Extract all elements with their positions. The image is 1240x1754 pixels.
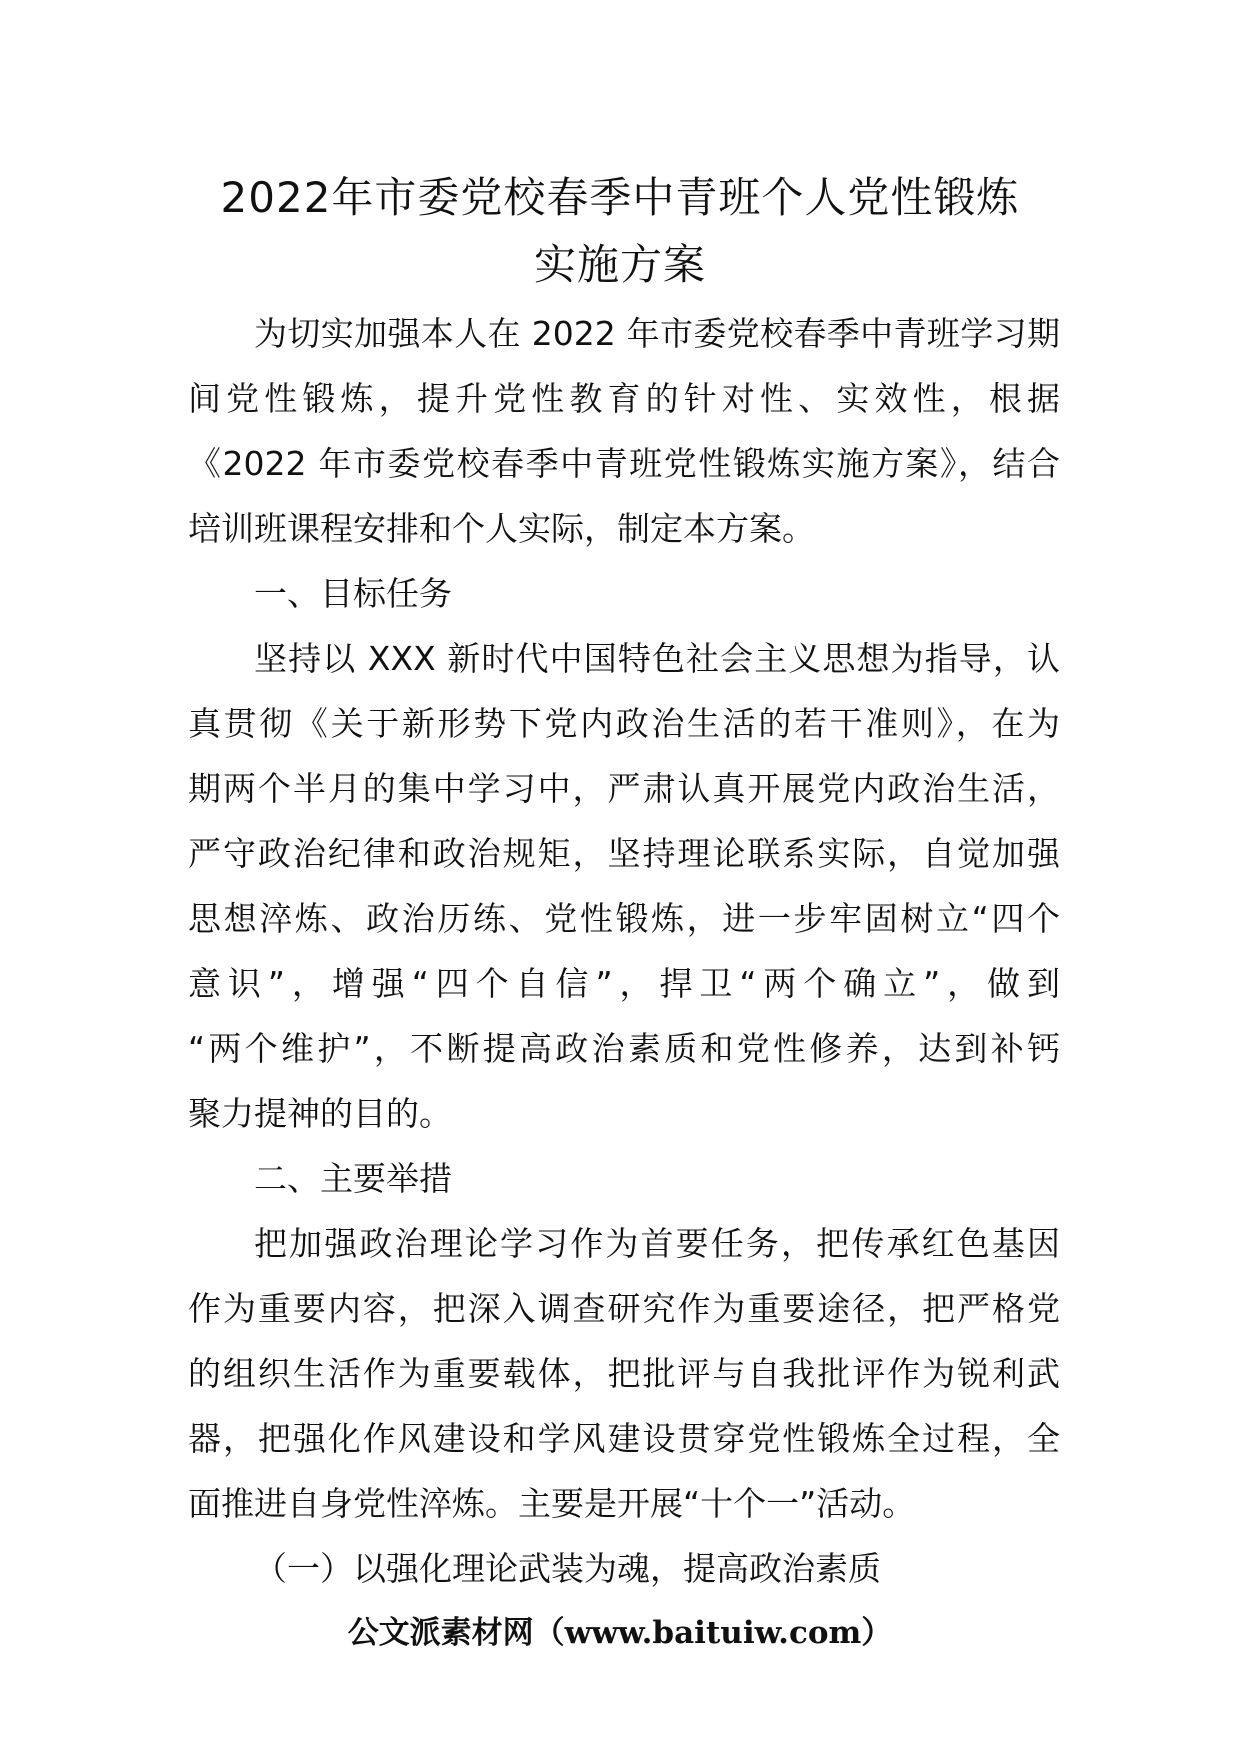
paragraph-goals-line-5: 思想淬炼、政治历练、党性锻炼，进一步牢固树立“四个 <box>188 899 1060 938</box>
document-title-line-1: 2022年市委党校春季中青班个人党性锻炼 <box>220 173 1020 222</box>
paragraph-measures-line-3: 的组织生活作为重要载体，把批评与自我批评作为锐利武 <box>188 1354 1060 1393</box>
section-heading-goals: 一、目标任务 <box>254 574 452 613</box>
paragraph-goals-line-8: 聚力提神的目的。 <box>188 1094 452 1133</box>
paragraph-goals-line-6: 意识”，增强“四个自信”，捍卫“两个确立”，做到 <box>188 964 1060 1003</box>
paragraph-intro-line-1: 为切实加强本人在 2022 年市委党校春季中青班学习期 <box>254 314 1060 353</box>
paragraph-goals-line-7: “两个维护”，不断提高政治素质和党性修养，达到补钙 <box>188 1029 1060 1068</box>
paragraph-measures-line-1: 把加强政治理论学习作为首要任务，把传承红色基因 <box>254 1224 1060 1263</box>
footer-watermark: 公文派素材网（www.baituiw.com） <box>347 1615 893 1651</box>
document-title-line-2: 实施方案 <box>533 240 706 289</box>
subsection-heading-1: （一）以强化理论武装为魂，提高政治素质 <box>254 1549 881 1588</box>
document-body <box>188 301 1060 1601</box>
paragraph-intro-line-4: 培训班课程安排和个人实际，制定本方案。 <box>188 509 815 548</box>
section-heading-measures: 二、主要举措 <box>254 1159 452 1198</box>
paragraph-intro-line-2: 间党性锻炼，提升党性教育的针对性、实效性，根据 <box>188 379 1060 418</box>
paragraph-measures-line-4: 器，把强化作风建设和学风建设贯穿党性锻炼全过程，全 <box>188 1419 1060 1458</box>
paragraph-measures-line-2: 作为重要内容，把深入调查研究作为重要途径，把严格党 <box>188 1289 1060 1328</box>
paragraph-goals-line-2: 真贯彻《关于新形势下党内政治生活的若干准则》，在为 <box>188 704 1060 743</box>
paragraph-goals-line-1: 坚持以 XXX 新时代中国特色社会主义思想为指导，认 <box>254 639 1060 678</box>
paragraph-measures-line-5: 面推进自身党性淬炼。主要是开展“十个一”活动。 <box>188 1484 916 1523</box>
paragraph-goals-line-4: 严守政治纪律和政治规矩，坚持理论联系实际，自觉加强 <box>188 834 1060 873</box>
paragraph-intro-line-3: 《2022 年市委党校春季中青班党性锻炼实施方案》，结合 <box>188 444 1060 483</box>
paragraph-goals-line-3: 期两个半月的集中学习中，严肃认真开展党内政治生活， <box>188 769 1060 808</box>
